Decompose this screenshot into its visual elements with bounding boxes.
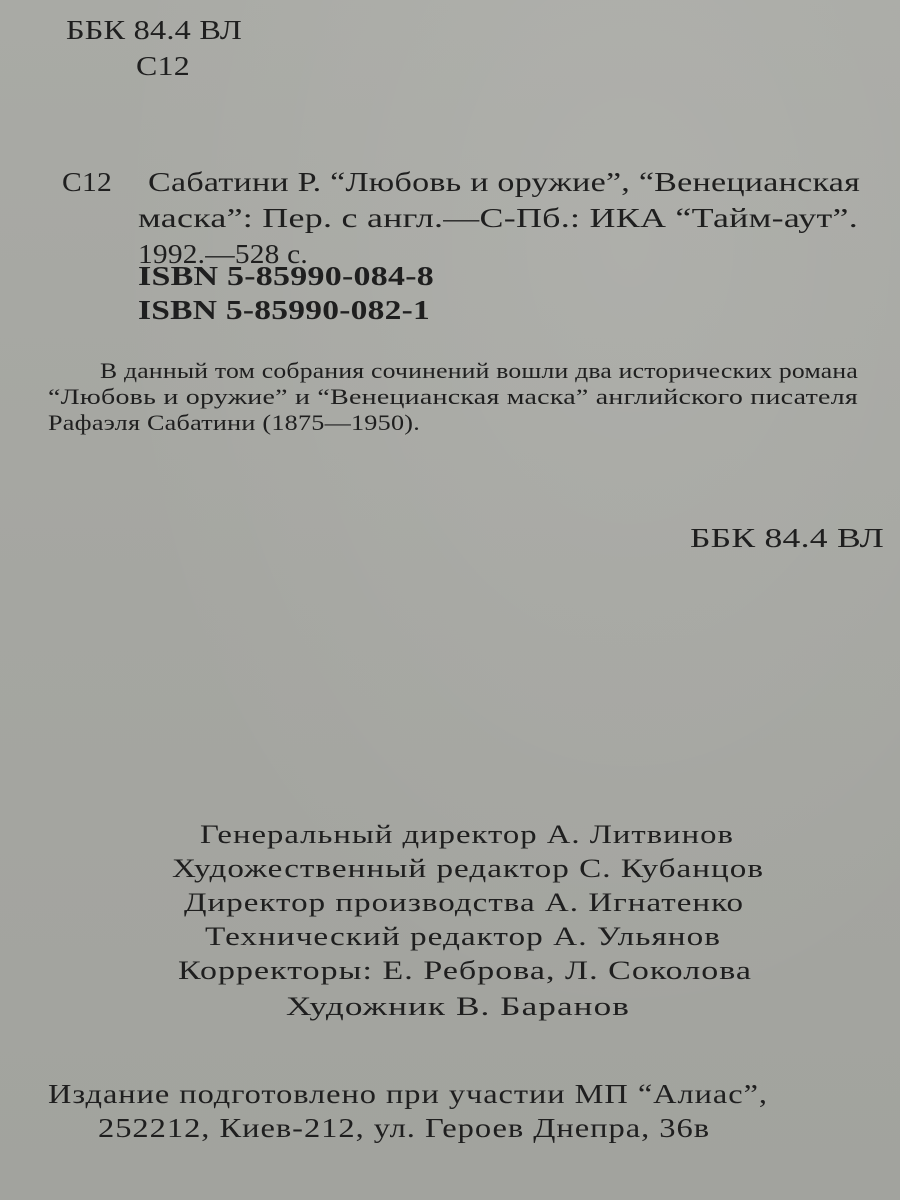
annotation-line-2: “Любовь и оружие” и “Венецианская маска” английского писателя <box>48 384 859 409</box>
credit-line: Корректоры: Е. Реброва, Л. Соколова <box>178 956 752 985</box>
credit-line: Технический редактор А. Ульянов <box>205 922 721 951</box>
isbn-1: ISBN 5-85990-084-8 <box>138 261 435 291</box>
credit-line: Генеральный директор А. Литвинов <box>200 820 734 849</box>
isbn-2: ISBN 5-85990-082-1 <box>138 295 431 325</box>
catalog-author-mark: С12 <box>62 167 113 197</box>
publisher-line-2: 252212, Киев-212, ул. Героев Днепра, 36в <box>98 1113 711 1143</box>
catalog-line-3: 1992.—528 с. <box>138 239 309 269</box>
catalog-line-1: Сабатини Р. “Любовь и оружие”, “Венецианская <box>148 167 860 197</box>
credit-line: Директор производства А. Игнатенко <box>184 888 745 917</box>
author-mark-top: С12 <box>136 51 191 81</box>
catalog-line-2: маска”: Пер. с англ.—С-Пб.: ИКА “Тайм-аут”. <box>138 203 858 233</box>
bbk-code-right: ББК 84.4 ВЛ <box>690 523 884 553</box>
annotation-line-1: В данный том собрания сочинений вошли два исторических романа <box>100 358 859 383</box>
publisher-line-1: Издание подготовлено при участии МП “Алиас”, <box>48 1079 768 1109</box>
credit-line: Художник В. Баранов <box>286 992 630 1021</box>
annotation-line-3: Рафаэля Сабатини (1875—1950). <box>48 410 420 435</box>
credit-line: Художественный редактор С. Кубанцов <box>172 854 764 883</box>
bbk-code-top: ББК 84.4 ВЛ <box>66 15 242 45</box>
